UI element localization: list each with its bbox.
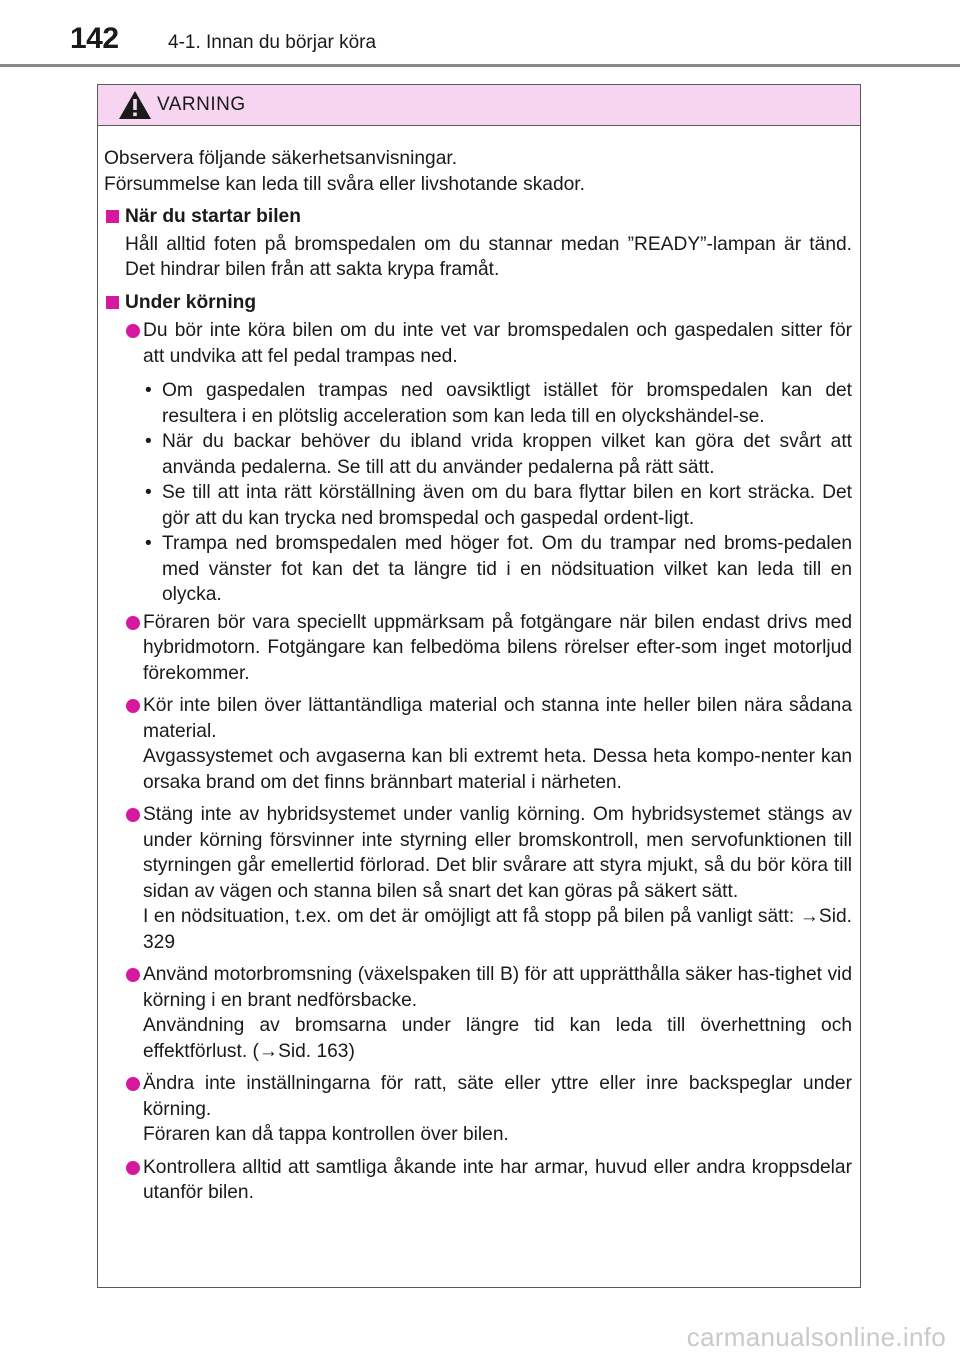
warning-header bbox=[98, 85, 860, 126]
list-item: Föraren bör vara speciellt uppmärksam på fotgängare när bilen endast drivs med hybridmotorn. Fotgängare kan felbedöma bilens rörelser efter-som inget motorljud förekommer. bbox=[104, 610, 852, 687]
dot-bullet-icon: • bbox=[145, 482, 152, 503]
header-divider bbox=[0, 64, 960, 67]
page-header bbox=[0, 0, 960, 70]
watermark: carmanualsonline.info bbox=[686, 1322, 946, 1352]
warning-body bbox=[98, 126, 860, 1206]
list-item: Kör inte bilen över lättantändliga material och stanna inte heller bilen nära sådana material. Avgassystemet och avgaserna kan bli extremt heta. Dessa heta kompo-nenter kan orsaka brand om det finns brännbart material i närheten. bbox=[104, 693, 852, 795]
section-text: Håll alltid foten på bromspedalen om du stannar medan ”READY”-lampan är tänd. Det hindrar bilen från att sakta krypa framåt. bbox=[125, 233, 852, 280]
warning-box bbox=[97, 84, 861, 1288]
circle-bullet-icon bbox=[126, 1161, 140, 1175]
section-title: 4-1. Innan du börjar köra bbox=[168, 32, 377, 53]
section-heading: Under körning bbox=[104, 290, 852, 316]
list-item: Använd motorbromsning (växelspaken till B) för att upprätthålla säker has-tighet vid körning i en brant nedförsbacke. Användning av bromsarna under längre tid kan leda till överhettning och effektförlust. (→Sid. 163) bbox=[104, 962, 852, 1064]
dot-bullet-icon: • bbox=[145, 431, 152, 452]
dot-bullet-icon: • bbox=[145, 380, 152, 401]
warning-intro bbox=[104, 146, 852, 197]
intro-line: Observera följande säkerhetsanvisningar. bbox=[104, 148, 458, 169]
sub-bullet-item: • Se till att inta rätt körställning även om du bara flyttar bilen en kort sträcka. Det gör att du kan trycka ned bromspedal och gaspedal ordent-ligt. bbox=[145, 482, 852, 529]
list-item: Du bör inte köra bilen om du inte vet var bromspedalen och gaspedalen sitter för att undvika att fel pedal trampas ned. bbox=[104, 318, 852, 369]
dot-bullet-icon: • bbox=[145, 533, 152, 554]
section-heading: När du startar bilen bbox=[104, 204, 852, 230]
square-bullet-icon bbox=[106, 296, 119, 309]
circle-bullet-icon bbox=[126, 968, 140, 982]
square-bullet-icon bbox=[106, 210, 119, 223]
sub-bullet-item: • När du backar behöver du ibland vrida kroppen vilket kan göra det svårt att använda pedalerna. Se till att du använder pedalerna på rätt sätt. bbox=[145, 431, 852, 478]
list-item: Ändra inte inställningarna för ratt, säte eller yttre eller inre backspeglar under körning. Föraren kan då tappa kontrollen över bilen. bbox=[104, 1071, 852, 1148]
circle-bullet-icon bbox=[126, 699, 140, 713]
section-starting bbox=[104, 204, 852, 283]
circle-bullet-icon bbox=[126, 1077, 140, 1091]
section-driving bbox=[104, 290, 852, 1206]
circle-bullet-icon bbox=[126, 808, 140, 822]
list-item: Stäng inte av hybridsystemet under vanlig körning. Om hybridsystemet stängs av under körning försvinner inte styrning eller bromskontroll, men servofunktionen till styrningen går emellertid förlorad. Det blir svårare att styra mjukt, så du bör köra till sidan av vägen och stanna bilen så snart det kan göras på säkert sätt. I en nödsituation, t.ex. om det är omöjligt att få stopp på bilen på vanligt sätt: →Sid. 329 bbox=[104, 802, 852, 955]
sub-bullet-item: • Trampa ned bromspedalen med höger fot. Om du trampar ned broms-pedalen med vänster fot kan det ta längre tid i en nödsituation vilket kan leda till en olycka. bbox=[145, 533, 852, 605]
warning-label: VARNING bbox=[157, 94, 246, 115]
sub-bullet-item: • Om gaspedalen trampas ned oavsiktligt istället för bromspedalen kan det resultera i en plötslig acceleration som kan leda till en olyckshändel-se. bbox=[145, 380, 852, 427]
intro-line: Försummelse kan leda till svåra eller livshotande skador. bbox=[104, 173, 585, 195]
list-item: Kontrollera alltid att samtliga åkande inte har armar, huvud eller andra kroppsdelar utanför bilen. bbox=[104, 1155, 852, 1206]
warning-triangle-icon bbox=[118, 90, 152, 120]
circle-bullet-icon bbox=[126, 616, 140, 630]
sub-bullet-list bbox=[104, 378, 852, 608]
circle-bullet-icon bbox=[126, 324, 140, 338]
page-number: 142 bbox=[70, 22, 119, 55]
